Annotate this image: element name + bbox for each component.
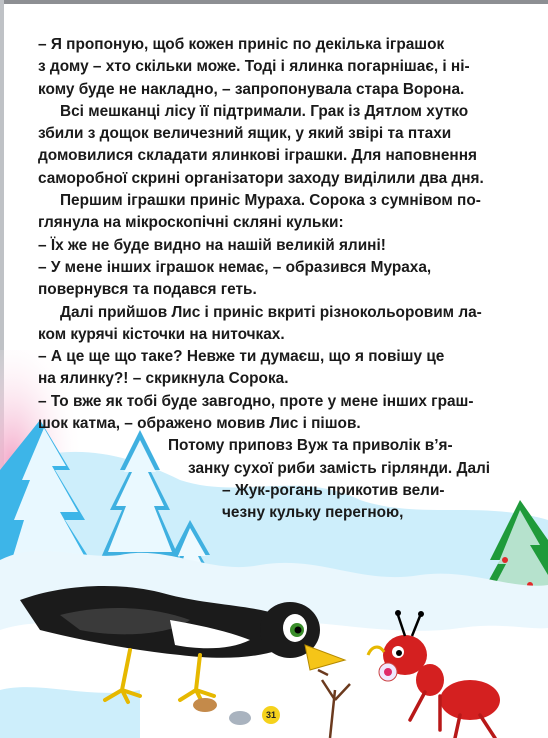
story-line: – Їх же не буде видно на нашій великій ялині!	[38, 236, 386, 254]
story-line: – А це ще що таке? Невже ти думаєш, що я повішу це	[38, 348, 445, 366]
story-line: Потому приповз Вуж та приволік в’я-	[168, 437, 453, 455]
story-line: збили з дощок величезний ящик, у який звірі та птахи	[38, 125, 452, 143]
story-line: ком курячі кісточки на ниточках.	[38, 325, 285, 343]
story-line: на ялинку?! – скрикнула Сорока.	[38, 370, 289, 388]
story-line: Першим іграшки приніс Мураха. Сорока з сумнівом по-	[60, 192, 481, 210]
story-line: занку сухої риби замість гірлянди. Далі	[188, 459, 491, 477]
stone-orange	[193, 698, 217, 712]
story-line: – У мене інших іграшок немає, – образився Мураха,	[38, 258, 432, 276]
story-line: чезну кульку перегною,	[222, 504, 404, 522]
story-line: шок катма, – ображено мовив Лис і пішов.	[38, 415, 361, 433]
story-line: – То вже як тобі буде завгодно, проте у мене інших граш-	[38, 392, 474, 410]
story-line: кому буде не накладно, – запропонувала стара Ворона.	[38, 80, 465, 98]
story-line: повернувся та подався геть.	[38, 281, 257, 299]
story-line: – Жук-рогань прикотив вели-	[222, 481, 445, 499]
story-line: з дому – хто скільки може. Тоді і ялинка погарнішає, і ні-	[38, 58, 470, 76]
story-line: Всі мешканці лісу її підтримали. Грак із Дятлом хутко	[60, 102, 469, 120]
story-line: – Я пропоную, щоб кожен приніс по декілька іграшок	[38, 36, 445, 53]
ice-crystals	[0, 687, 140, 738]
story-line: глянула на мікроскопічні скляні кульки:	[38, 214, 344, 232]
story-line: саморобної скрині організатори заходу виділили два дня.	[38, 169, 484, 187]
story-text	[38, 34, 524, 525]
story-line: Далі прийшов Лис і приніс вкриті різнокольоровим ла-	[60, 303, 482, 321]
story-line: домовилися складати ялинкові іграшки. Для наповнення	[38, 147, 477, 165]
page-number: 31	[262, 706, 280, 724]
stone-grey	[229, 711, 251, 725]
